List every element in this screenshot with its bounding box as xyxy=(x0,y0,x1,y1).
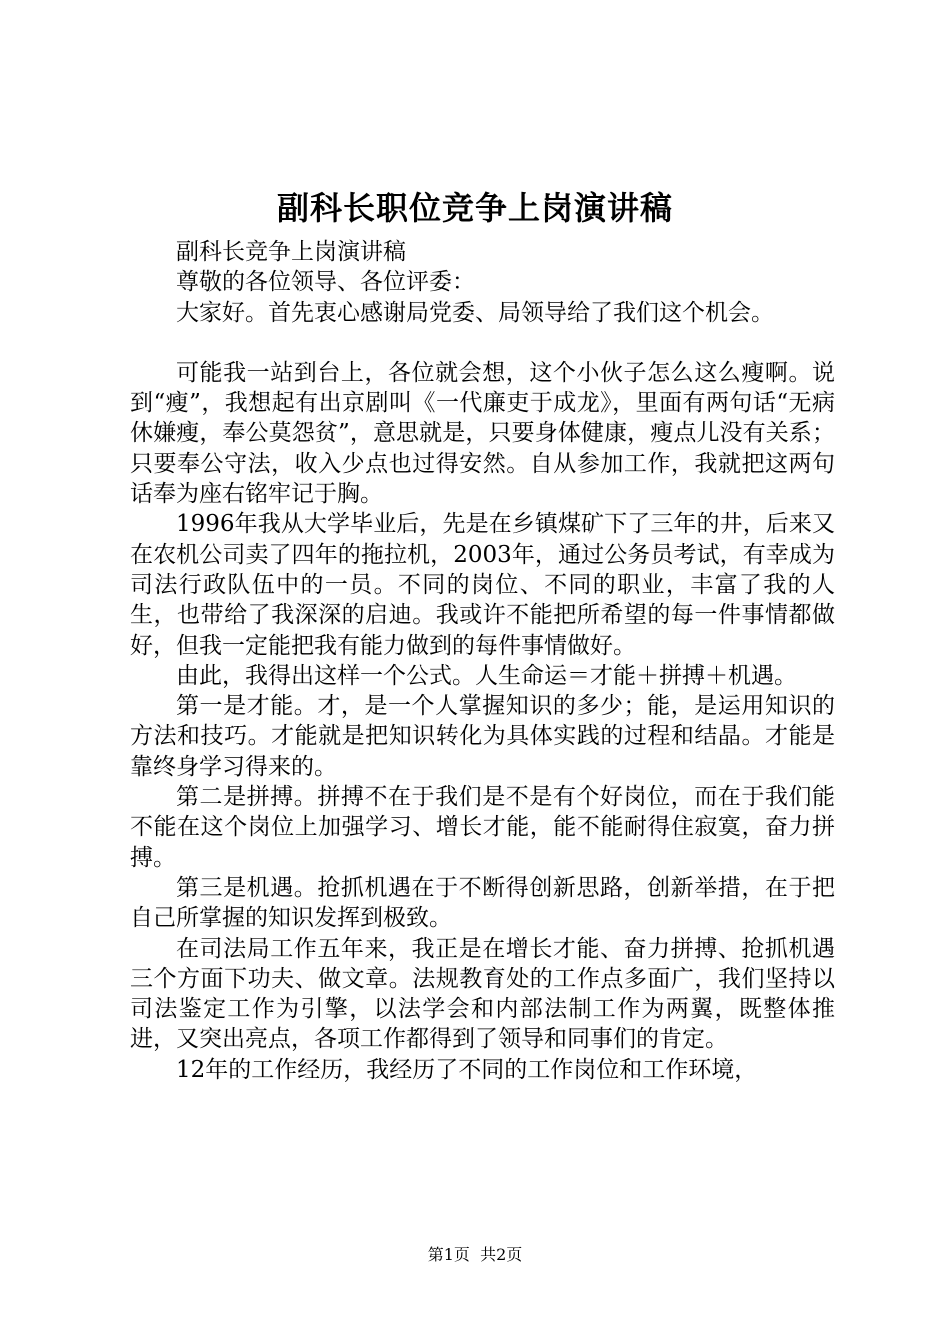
paragraph-body: 第三是机遇。抢抓机遇在于不断得创新思路，创新举措，在于把自己所掌握的知识发挥到极致。 xyxy=(130,874,835,932)
paragraph-body: 12年的工作经历，我经历了不同的工作岗位和工作环境， xyxy=(176,1056,758,1083)
paragraph-body: 第一是才能。才，是一个人掌握知识的多少；能，是运用知识的方法和技巧。才能就是把知识转化为具体实践的过程和结晶。才能是靠终身学习得来的。 xyxy=(130,693,835,780)
page-number: 第1页 共2页 xyxy=(427,1245,523,1264)
paragraph-body: 在司法局工作五年来，我正是在增长才能、奋力拼搏、抢抓机遇三个方面下功夫、做文章。法规教育处的工作点多面广，我们坚持以司法鉴定工作为引擎，以法学会和内部法制工作为两翼，既整体推进，又突出亮点，各项工作都得到了领导和同事们的肯定。 xyxy=(130,935,835,1053)
paragraph-body: 1996年我从大学毕业后，先是在乡镇煤矿下了三年的井，后来又在农机公司卖了四年的拖拉机，2003年，通过公务员考试，有幸成为司法行政队伍中的一员。不同的岗位、不同的职业，丰富了我的人生，也带给了我深深的启迪。我或许不能把所希望的每一件事情都做好，但我一定能把我有能力做到的每件事情做好。 xyxy=(130,511,835,659)
paragraph-greeting: 大家好。首先衷心感谢局党委、局领导给了我们这个机会。 xyxy=(176,299,774,326)
document-title: 副科长职位竞争上岗演讲稿 xyxy=(276,189,673,227)
paragraph-salutation: 尊敬的各位领导、各位评委： xyxy=(176,269,475,296)
paragraph-subtitle: 副科长竞争上岗演讲稿 xyxy=(176,239,406,265)
document-body xyxy=(130,237,835,1085)
paragraph-body: 第二是拼搏。拼搏不在于我们是不是有个好岗位，而在于我们能不能在这个岗位上加强学习、增长才能，能不能耐得住寂寞，奋力拼搏。 xyxy=(130,784,835,871)
paragraph-body: 由此，我得出这样一个公式。人生命运＝才能＋拼搏＋机遇。 xyxy=(176,662,797,689)
paragraph-body: 可能我一站到台上，各位就会想，这个小伙子怎么这么瘦啊。说到“瘦”，我想起有出京剧叫《一代廉吏于成龙》，里面有两句话“无病休嫌瘦，奉公莫怨贫”，意思就是，只要身体健康，瘦点儿没有关系；只要奉公守法，收入少点也过得安然。自从参加工作，我就把这两句话奉为座右铭牢记于胸。 xyxy=(130,359,835,508)
page-footer xyxy=(0,1244,950,1266)
